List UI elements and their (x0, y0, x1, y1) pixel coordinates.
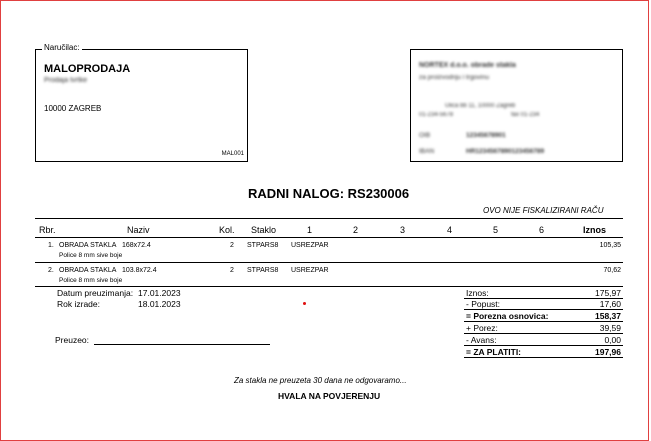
col-kol: Kol. (219, 225, 235, 235)
client-name: MALOPRODAJA (44, 63, 131, 75)
totals-rule (464, 333, 623, 334)
client-subname: Prodaja tvrtke (44, 77, 88, 84)
row-amount: 70,62 (603, 267, 621, 274)
row-num: 2. (48, 267, 54, 274)
row-c1: USREZPAR (291, 242, 329, 249)
company-box (410, 49, 623, 162)
client-code: MAL001 (221, 151, 244, 157)
footer-thanks: HVALA NA POVJERENJU (278, 391, 381, 401)
porez-value: 39,59 (599, 323, 621, 333)
row-name: OBRADA STAKLA (59, 242, 117, 249)
row-rule (35, 262, 623, 263)
row-desc: Police 8 mm sive boje (59, 277, 123, 284)
osnovica-label: = Porezna osnovica: (466, 311, 549, 321)
col-5: 5 (493, 225, 499, 235)
row-c1: USREZPAR (291, 267, 329, 274)
table-bottom-rule (35, 286, 623, 287)
due-date: 18.01.2023 (138, 299, 181, 309)
col-2: 2 (353, 225, 359, 235)
due-label: Rok izrade: (57, 299, 100, 309)
col-3: 3 (400, 225, 406, 235)
red-marker (303, 302, 306, 305)
totals-rule (464, 309, 623, 310)
row-amount: 105,35 (599, 242, 621, 249)
received-label: Datum preuzimanja: (57, 288, 134, 298)
company-iban: HR1234567890123456789 (466, 148, 545, 155)
col-iznos: Iznos (583, 225, 607, 235)
row-num: 1. (48, 242, 54, 249)
platiti-label: = ZA PLATITI: (466, 347, 522, 357)
col-staklo: Staklo (251, 225, 277, 235)
table-top-rule (35, 218, 623, 219)
footer-warning: Za stakla ne preuzeta 30 dana ne odgovaramo... (234, 376, 407, 385)
platiti-value: 197,96 (595, 347, 621, 357)
company-line1: NORTEX d.o.o. obrade stakla (419, 62, 516, 69)
row-qty: 2 (230, 242, 234, 249)
fiscal-note: OVO NIJE FISKALIZIRANI RAČU (483, 206, 604, 215)
row-glass: STPARS8 (247, 242, 279, 249)
porez-label: + Porez: (466, 323, 498, 333)
row-dims: 168x72.4 (122, 242, 151, 249)
company-iban-label: IBAN (419, 148, 435, 155)
totals-rule (464, 357, 623, 358)
col-4: 4 (447, 225, 453, 235)
client-legend: Naručilac: (44, 43, 80, 52)
company-addr1: Ulica bb 11, 10000 Zagreb (445, 103, 516, 109)
col-6: 6 (539, 225, 545, 235)
company-oib-label: OIB (419, 132, 431, 139)
client-box (35, 43, 248, 162)
company-line2: za proizvodnju i trgovinu (419, 74, 490, 81)
document-title: RADNI NALOG: RS230006 (248, 186, 410, 201)
row-glass: STPARS8 (247, 267, 279, 274)
col-naziv: Naziv (127, 225, 150, 235)
row-dims: 103.8x72.4 (122, 267, 157, 274)
pickup-label: Preuzeo: (55, 335, 90, 345)
avans-label: - Avans: (466, 335, 497, 345)
iznos-value: 175,97 (595, 288, 621, 298)
company-oib: 12345678901 (466, 132, 506, 139)
popust-value: 17,60 (599, 299, 621, 309)
avans-value: 0,00 (604, 335, 621, 345)
row-desc: Police 8 mm sive boje (59, 252, 123, 259)
totals-rule (464, 321, 623, 322)
osnovica-value: 158,37 (595, 311, 621, 321)
client-city: 10000 ZAGREB (44, 104, 102, 113)
signature-line (94, 344, 270, 345)
col-rbr: Rbr. (39, 225, 56, 235)
row-name: OBRADA STAKLA (59, 267, 117, 274)
totals-rule (464, 345, 623, 346)
row-qty: 2 (230, 267, 234, 274)
received-date: 17.01.2023 (138, 288, 181, 298)
col-1: 1 (307, 225, 313, 235)
company-addr2: 01-234-5678 (419, 112, 454, 118)
table-header-rule (35, 237, 623, 238)
iznos-label: Iznos: (466, 288, 489, 298)
company-addr3: fax 01-234 (511, 112, 540, 118)
popust-label: - Popust: (466, 299, 501, 309)
